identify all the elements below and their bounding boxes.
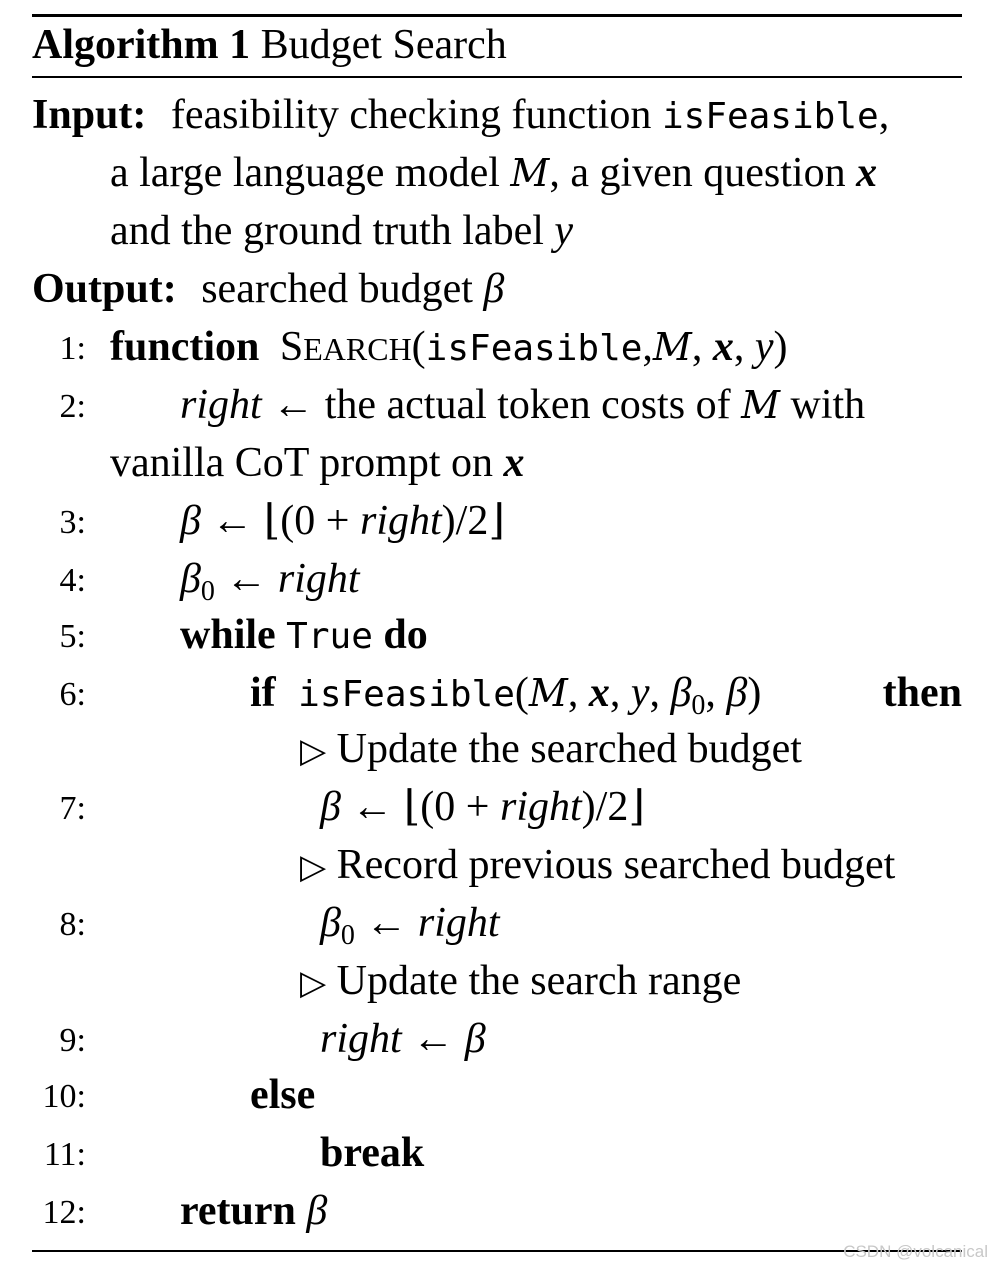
algo-line-2-cont (110, 434, 996, 492)
keyword-while: while (180, 612, 276, 658)
input-text-1: feasibility checking function (170, 92, 662, 138)
line-text: vanilla CoT prompt on (110, 440, 504, 486)
beta-symbol: β (180, 556, 201, 602)
expr-part: ⌊(0 + (403, 784, 500, 830)
arg-sep: , (609, 670, 631, 716)
var-right: right (417, 900, 500, 946)
output-text: searched budget (201, 266, 484, 312)
output-label: Output: (32, 266, 177, 312)
line-text: the actual token costs of (324, 382, 742, 428)
var-right: right (180, 382, 262, 428)
algo-line-6 (0, 664, 996, 722)
assign-arrow: ← (354, 900, 418, 946)
input-line-2 (110, 144, 996, 202)
keyword-return: return (180, 1188, 296, 1234)
paren-close: ) (747, 670, 762, 716)
assign-arrow: ← (261, 382, 325, 428)
question-symbol: x (856, 150, 878, 196)
line-number: 4: (59, 562, 86, 599)
expr-part: ⌊(0 + (263, 498, 360, 544)
arg-sep: , (705, 670, 727, 716)
line-number: 8: (59, 906, 86, 943)
comment-text: Update the searched budget (326, 726, 802, 772)
arg-sep: , (642, 324, 653, 370)
beta-symbol: β (320, 784, 341, 830)
arg-sep: , (733, 324, 755, 370)
keyword-if: if (250, 670, 276, 716)
arg-sep: , (649, 670, 671, 716)
algorithm-caption (32, 16, 507, 74)
comment-triangle-icon: ▷ (300, 963, 327, 1003)
comment-text: Update the search range (326, 958, 742, 1004)
input-text-3: and the ground truth label (110, 208, 555, 254)
comment-text: Record previous searched budget (326, 842, 896, 888)
line-number: 5: (59, 618, 86, 655)
beta-symbol: β (320, 900, 341, 946)
question-symbol: x (588, 670, 610, 716)
line-number: 10: (42, 1078, 86, 1115)
arg-question: x (712, 324, 734, 370)
assign-arrow: ← (200, 498, 264, 544)
var-right: right (499, 784, 582, 830)
algo-line-2 (0, 376, 996, 434)
line-number: 12: (42, 1194, 86, 1231)
assign-arrow: ← (340, 784, 404, 830)
keyword-break: break (320, 1130, 425, 1176)
question-symbol: x (503, 440, 525, 486)
comment-line-1 (300, 720, 996, 778)
model-symbol: M (528, 671, 568, 715)
algo-line-3 (0, 492, 996, 550)
model-symbol: M (510, 151, 550, 195)
comment-line-2 (300, 836, 996, 894)
watermark: CSDN @volcanical (843, 1242, 988, 1261)
algo-line-9 (0, 1010, 996, 1068)
comment-line-3 (300, 952, 996, 1010)
line-number: 9: (59, 1022, 86, 1059)
paren-open: ( (411, 324, 426, 370)
expr-part: )/2⌋ (581, 784, 645, 830)
function-name-rest: EARCH (303, 331, 412, 367)
input-comma: , (878, 92, 890, 138)
subscript: 0 (200, 576, 215, 607)
input-line-3 (110, 202, 996, 260)
beta-symbol: β (306, 1188, 328, 1234)
keyword-do: do (383, 612, 428, 658)
algorithm-label: Algorithm 1 (32, 22, 251, 68)
comment-triangle-icon: ▷ (300, 847, 327, 887)
arg-isfeasible: isFeasible (425, 328, 643, 369)
model-symbol: M (741, 383, 780, 427)
arg-label: y (754, 324, 774, 370)
line-number: 11: (43, 1136, 86, 1173)
algo-line-11 (0, 1124, 996, 1182)
keyword-else: else (250, 1072, 316, 1118)
algo-line-10 (0, 1066, 996, 1124)
paren-close: ) (773, 324, 788, 370)
var-right: right (359, 498, 442, 544)
comment-triangle-icon: ▷ (300, 731, 327, 771)
algo-line-1 (0, 318, 996, 376)
beta-symbol: β (483, 266, 505, 312)
keyword-function: function (110, 324, 260, 370)
line-number: 7: (59, 790, 86, 827)
subscript: 0 (340, 920, 355, 951)
line-number: 2: (59, 388, 86, 425)
algo-line-8 (0, 894, 996, 952)
input-code: isFeasible (661, 96, 879, 137)
var-right: right (320, 1016, 402, 1062)
arg-sep: , (691, 324, 713, 370)
bottom-rule (32, 1250, 962, 1252)
label-symbol: y (554, 208, 574, 254)
code-true: True (286, 616, 373, 657)
beta-symbol: β (464, 1016, 486, 1062)
algo-line-12 (0, 1182, 996, 1240)
line-number: 3: (59, 504, 86, 541)
code-isfeasible: isFeasible (298, 674, 515, 715)
beta-symbol: β (180, 498, 201, 544)
keyword-then: then (882, 670, 962, 716)
algorithm-name: Budget Search (260, 22, 507, 68)
function-name-initial: S (279, 324, 304, 370)
algo-line-7 (0, 778, 996, 836)
input-label: Input: (32, 92, 147, 138)
line-text: with (779, 382, 866, 428)
beta-symbol: β (670, 670, 692, 716)
algo-line-4 (0, 550, 996, 608)
assign-arrow: ← (401, 1016, 465, 1062)
subscript: 0 (691, 690, 706, 721)
var-right: right (277, 556, 360, 602)
input-text-2: a large language model (110, 150, 511, 196)
algo-line-5 (0, 606, 996, 664)
header-rule (32, 76, 962, 78)
input-line-1 (32, 86, 996, 144)
input-text-2b: , a given question (549, 150, 857, 196)
arg-model: M (652, 325, 692, 369)
label-symbol: y (630, 670, 650, 716)
arg-sep: , (567, 670, 589, 716)
line-number: 1: (59, 330, 86, 367)
line-number: 6: (59, 676, 86, 713)
expr-part: )/2⌋ (441, 498, 505, 544)
output-line (32, 260, 996, 318)
paren-open: ( (514, 670, 529, 716)
beta-symbol: β (726, 670, 748, 716)
assign-arrow: ← (214, 556, 278, 602)
